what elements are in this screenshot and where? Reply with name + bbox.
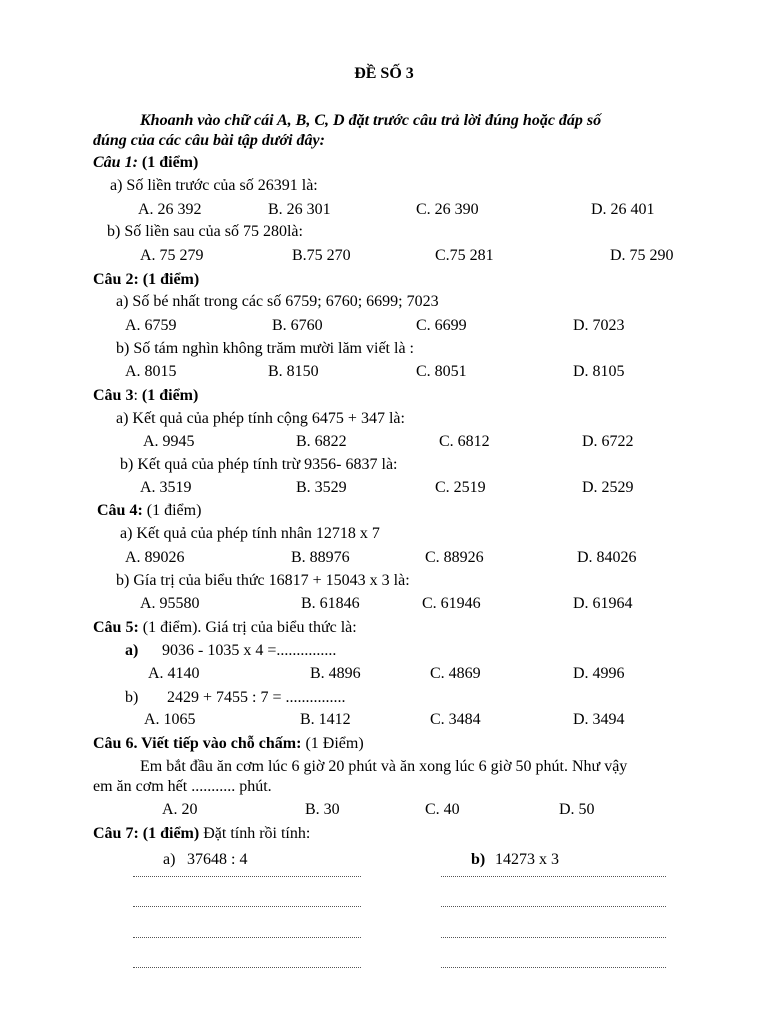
q3-label: Câu 3 [93,387,134,404]
q7-label: Câu 7: (1 điểm) [93,825,200,842]
q3b-option-d: D. 2529 [582,479,634,496]
q5b-option-b: B. 1412 [300,711,351,728]
q2b-option-b: B. 8150 [268,363,319,380]
q4b-option-b: B. 61846 [301,595,360,612]
q4-label: Câu 4: [97,502,143,519]
instruction-line-2: đúng của các câu bài tập dưới đây: [93,132,325,149]
q1b-option-d: D. 75 290 [610,247,674,264]
q7-heading [93,824,310,844]
q5-heading [93,618,357,638]
q5a-option-d: D. 4996 [573,665,625,682]
q2-heading: Câu 2: (1 điểm) [93,271,200,288]
q3a-option-d: D. 6722 [582,433,634,450]
q6-points: (1 Điểm) [301,735,364,752]
q5-label: Câu 5: [93,619,139,636]
q1a-text: a) Số liền trước của số 26391 là: [110,177,318,194]
q1-label: Câu 1: [93,154,142,171]
q5b-expr: 2429 + 7455 : 7 = ............... [167,689,346,706]
q4b-option-c: C. 61946 [422,595,481,612]
instruction-line-1: Khoanh vào chữ cái A, B, C, D đặt trước câu trả lời đúng hoặc đáp số [140,112,602,129]
q2a-option-d: D. 7023 [573,317,625,334]
q6-line-1: Em bắt đầu ăn cơm lúc 6 giờ 20 phút và ăn xong lúc 6 giờ 50 phút. Như vậy [140,758,628,775]
answer-line[interactable] [441,876,666,877]
q4a-text: a) Kết quả của phép tính nhân 12718 x 7 [120,525,380,542]
q7b-expr: 14273 x 3 [495,851,559,868]
q3-heading [93,386,198,406]
q6-line-2: em ăn cơm hết ........... phút. [93,778,272,795]
q2a-option-c: C. 6699 [416,317,467,334]
q5a-label: a) [125,642,139,659]
q1b-option-b: B.75 270 [292,247,351,264]
q6-option-b: B. 30 [305,801,340,818]
q4b-option-a: A. 95580 [140,595,200,612]
q4a-option-d: D. 84026 [577,549,637,566]
answer-line[interactable] [133,937,361,938]
q5b-label: b) [125,689,139,706]
answer-line[interactable] [133,967,361,968]
q4a-option-a: A. 89026 [125,549,185,566]
q1-heading [93,153,198,173]
answer-line[interactable] [441,906,666,907]
q2b-option-d: D. 8105 [573,363,625,380]
answer-line[interactable] [133,876,361,877]
answer-line[interactable] [441,967,666,968]
q4a-option-b: B. 88976 [291,549,350,566]
q2a-option-b: B. 6760 [272,317,323,334]
q3b-option-c: C. 2519 [435,479,486,496]
q5b-option-a: A. 1065 [144,711,196,728]
q1a-option-c: C. 26 390 [416,201,479,218]
q2b-option-c: C. 8051 [416,363,467,380]
q2a-text: a) Số bé nhất trong các số 6759; 6760; 6699; 7023 [116,293,439,310]
q1-points: (1 điểm) [141,154,199,171]
q7-rest: Đặt tính rồi tính: [199,825,311,842]
q6-label: Câu 6. Viết tiếp vào chỗ chấm: [93,735,302,752]
q3a-option-b: B. 6822 [296,433,347,450]
q2b-option-a: A. 8015 [125,363,177,380]
q5a-option-a: A. 4140 [148,665,200,682]
answer-line[interactable] [133,906,361,907]
answer-line[interactable] [441,937,666,938]
q1a-option-d: D. 26 401 [591,201,655,218]
page-title: ĐỀ SỐ 3 [354,65,414,82]
q4a-option-c: C. 88926 [425,549,484,566]
q3b-option-a: A. 3519 [140,479,192,496]
q3a-option-a: A. 9945 [143,433,195,450]
q6-option-d: D. 50 [559,801,595,818]
q4-heading [97,501,201,521]
q6-option-a: A. 20 [162,801,198,818]
q2b-text: b) Số tám nghìn không trăm mười lăm viết là : [116,340,414,357]
q1b-option-c: C.75 281 [435,247,494,264]
q4b-option-d: D. 61964 [573,595,633,612]
q5a-option-c: C. 4869 [430,665,481,682]
q5b-option-c: C. 3484 [430,711,481,728]
q3a-option-c: C. 6812 [439,433,490,450]
q3-points: (1 điểm) [141,387,199,404]
q1b-text: b) Số liền sau của số 75 280là: [107,223,303,240]
q1a-option-b: B. 26 301 [268,201,331,218]
q3b-option-b: B. 3529 [296,479,347,496]
q7b-label: b) [471,851,486,868]
q5-rest: (1 điểm). Giá trị của biểu thức là: [138,619,357,636]
q4b-text: b) Gía trị của biểu thức 16817 + 15043 x 3 là: [116,572,410,589]
q4-points: (1 điểm) [142,502,202,519]
q3a-text: a) Kết quả của phép tính cộng 6475 + 347 là: [116,410,405,427]
q5a-option-b: B. 4896 [310,665,361,682]
q7a-expr: 37648 : 4 [187,851,248,868]
q7a-label: a) [163,851,176,868]
q3-colon: : [133,387,142,404]
q3b-text: b) Kết quả của phép tính trừ 9356- 6837 là: [120,456,398,473]
q1b-option-a: A. 75 279 [140,247,204,264]
q5a-expr: 9036 - 1035 x 4 =............... [162,642,337,659]
q6-heading [93,734,364,754]
q5b-option-d: D. 3494 [573,711,625,728]
q6-option-c: C. 40 [425,801,460,818]
q2a-option-a: A. 6759 [125,317,177,334]
q1a-option-a: A. 26 392 [138,201,202,218]
